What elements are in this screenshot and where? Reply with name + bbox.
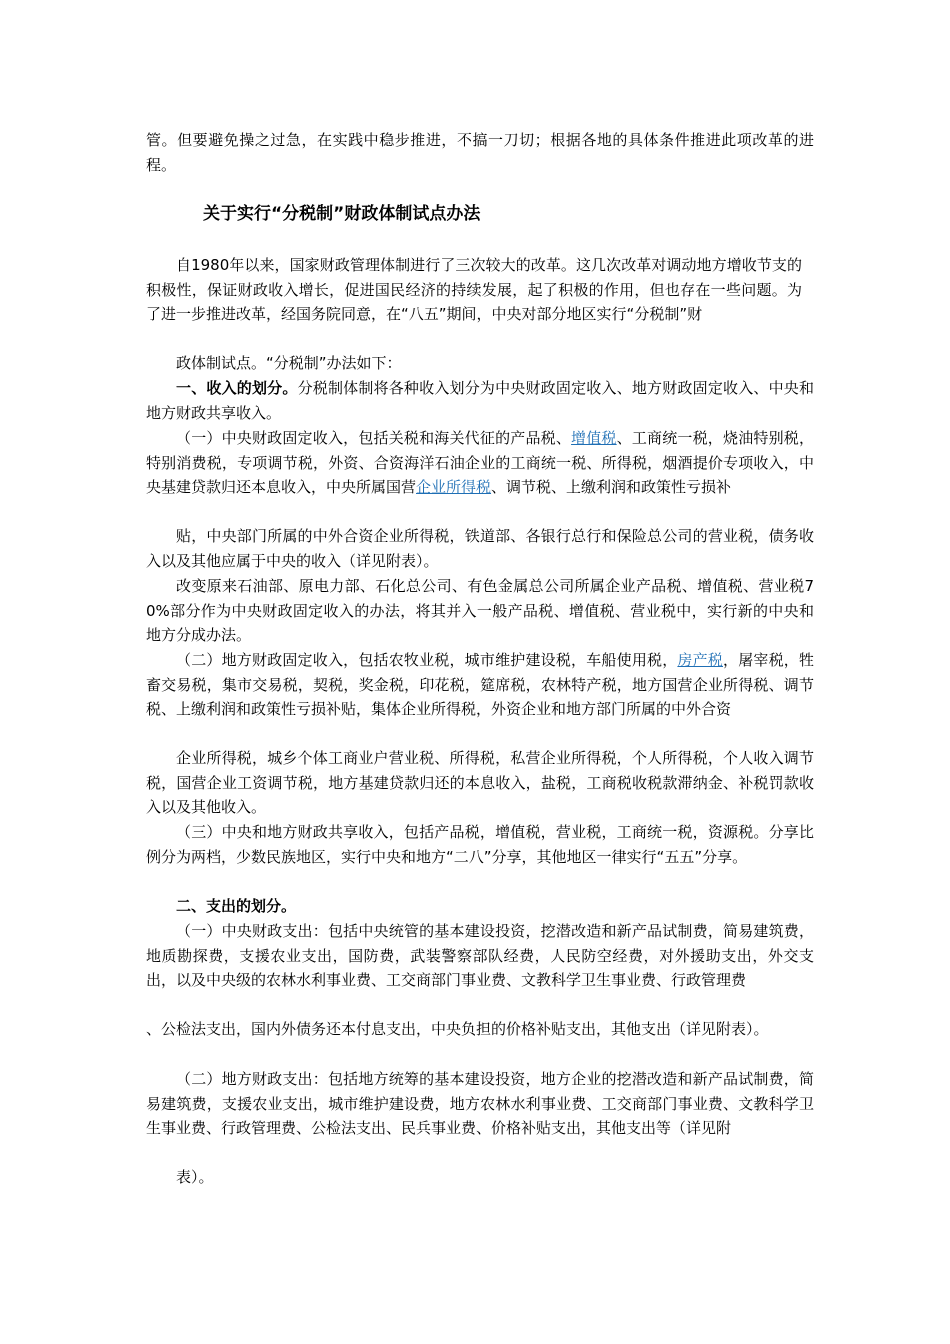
link-enterprise-income-tax[interactable]: 企业所得税 [416, 478, 492, 497]
heading-revenue-division: 一、收入的划分。 [176, 379, 298, 397]
paragraph-local-expenditure-end: 表）。 [176, 1168, 214, 1186]
paragraph-shared-revenue: （三）中央和地方财政共享收入，包括产品税，增值税，营业税，工商统一税，资源税。分享比例分为两档，少数民族地区，实行中央和地方“二八”分享，其他地区一律实行“五五”分享。 [146, 823, 814, 866]
paragraph-pilot: 政体制试点。“分税制”办法如下： [176, 354, 402, 372]
link-property-tax[interactable]: 房产税 [677, 651, 723, 669]
paragraph-central-expenditure: （一）中央财政支出：包括中央统管的基本建设投资，挖潜改造和新产品试制费，简易建筑费，地质勘探费，支援农业支出，国防费，武装警察部队经费，人民防空经费，对外援助支出，外交支出，以及中央级的农林水利事业费、工交商部门事业费、文教科学卫生事业费、行政管理费 [146, 922, 814, 990]
paragraph-local-fixed-revenue: （二）地方财政固定收入，包括农牧业税，城市维护建设税，车船使用税，房产税，屠宰税，牲畜交易税，集市交易税，契税，奖金税，印花税，筵席税，农林特产税，地方国营企业所得税、调节税、上缴利润和政策性亏损补贴，集体企业所得税，外资企业和地方部门所属的中外合资 [146, 651, 814, 719]
paragraph-change-method: 改变原来石油部、原电力部、石化总公司、有色金属总公司所属企业产品税、增值税、营业税70%部分作为中央财政固定收入的办法，将其并入一般产品税、增值税、营业税中，实行新的中央和地方分成办法。 [146, 577, 814, 645]
paragraph-intro-reform: 自1980年以来，国家财政管理体制进行了三次较大的改革。这几次改革对调动地方增收节支的积极性，保证财政收入增长，促进国民经济的持续发展，起了积极的作用，但也存在一些问题。为了进一步推进改革，经国务院同意，在“八五”期间，中央对部分地区实行“分税制”财 [146, 256, 802, 324]
paragraph-central-fixed-revenue: （一）中央财政固定收入，包括关税和海关代征的产品税、增值税、工商统一税，烧油特别税，特别消费税，专项调节税，外资、合资海洋石油企业的工商统一税、所得税，烟酒提价专项收入，中央基建贷款归还本息收入，中央所属国营企业所得税、调节税、上缴利润和政策性亏损补 [146, 429, 814, 497]
paragraph-local-fixed-revenue-cont: 企业所得税，城乡个体工商业户营业税、所得税，私营企业所得税，个人所得税，个人收入调节税，国营企业工资调节税，地方基建贷款归还的本息收入，盐税，工商税收税款滞纳金、补税罚款收入以及其他收入。 [146, 749, 814, 817]
paragraph-local-expenditure: （二）地方财政支出：包括地方统筹的基本建设投资，地方企业的挖潜改造和新产品试制费，简易建筑费，支援农业支出，城市维护建设费，地方农林水利事业费、工交商部门事业费、文教科学卫生事业费、行政管理费、公检法支出、民兵事业费、价格补贴支出，其他支出等（详见附 [146, 1070, 814, 1138]
link-vat[interactable]: 增值税 [571, 429, 617, 447]
paragraph-central-expenditure-cont: 、公检法支出，国内外债务还本付息支出，中央负担的价格补贴支出，其他支出（详见附表）。 [146, 1020, 769, 1038]
heading-expenditure-division: 二、支出的划分。 [176, 897, 297, 915]
section-title: 关于实行“分税制”财政体制试点办法 [203, 204, 481, 224]
paragraph-central-fixed-revenue-cont: 贴，中央部门所属的中外合资企业所得税，铁道部、各银行总行和保险总公司的营业税，债务收入以及其他应属于中央的收入（详见附表）。 [146, 527, 814, 570]
intro-paragraph: 管。但要避免操之过急，在实践中稳步推进，不搞一刀切；根据各地的具体条件推进此项改革的进程。 [146, 131, 814, 174]
paragraph-revenue-division: 一、收入的划分。分税制体制将各种收入划分为中央财政固定收入、地方财政固定收入、中央和地方财政共享收入。 [146, 379, 814, 422]
